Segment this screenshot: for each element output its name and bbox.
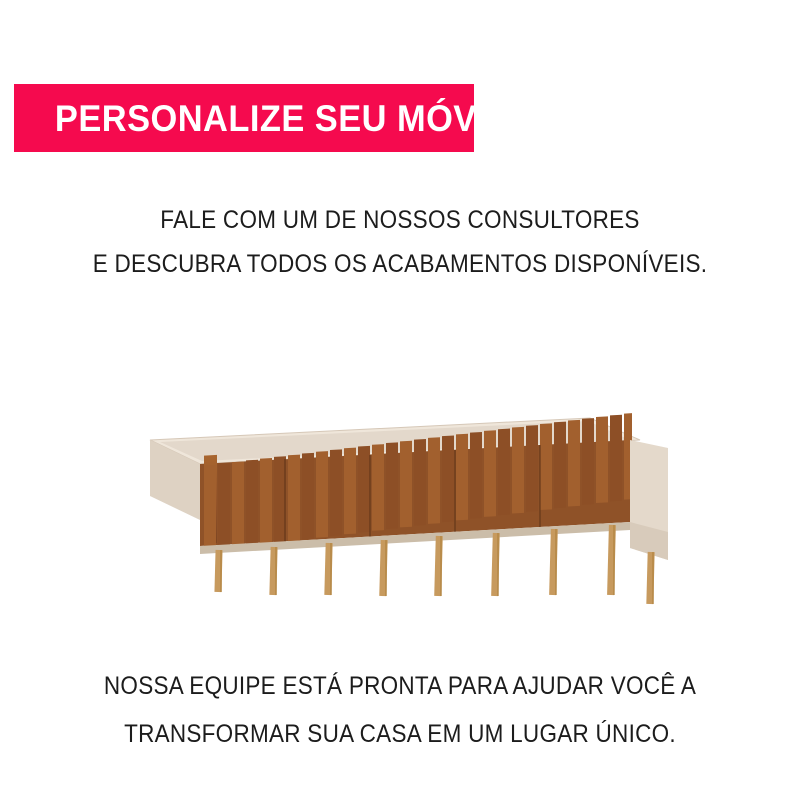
subheadline-line-2: E DESCUBRA TODOS OS ACABAMENTOS DISPONÍVEIS. (92, 250, 708, 278)
footer-line-1: NOSSA EQUIPE ESTÁ PRONTA PARA AJUDAR VOCÊ A (103, 672, 697, 700)
footer-line-2: TRANSFORMAR SUA CASA EM UM LUGAR ÚNICO. (124, 720, 676, 748)
footer-text-block (0, 662, 800, 758)
subheadline-line-1: FALE COM UM DE NOSSOS CONSULTORES (160, 206, 640, 234)
headline-banner (14, 84, 522, 152)
subheadline-block (0, 198, 800, 286)
headline-text: PERSONALIZE SEU MÓVEL (54, 97, 522, 139)
product-image-rack-tv (120, 400, 680, 630)
